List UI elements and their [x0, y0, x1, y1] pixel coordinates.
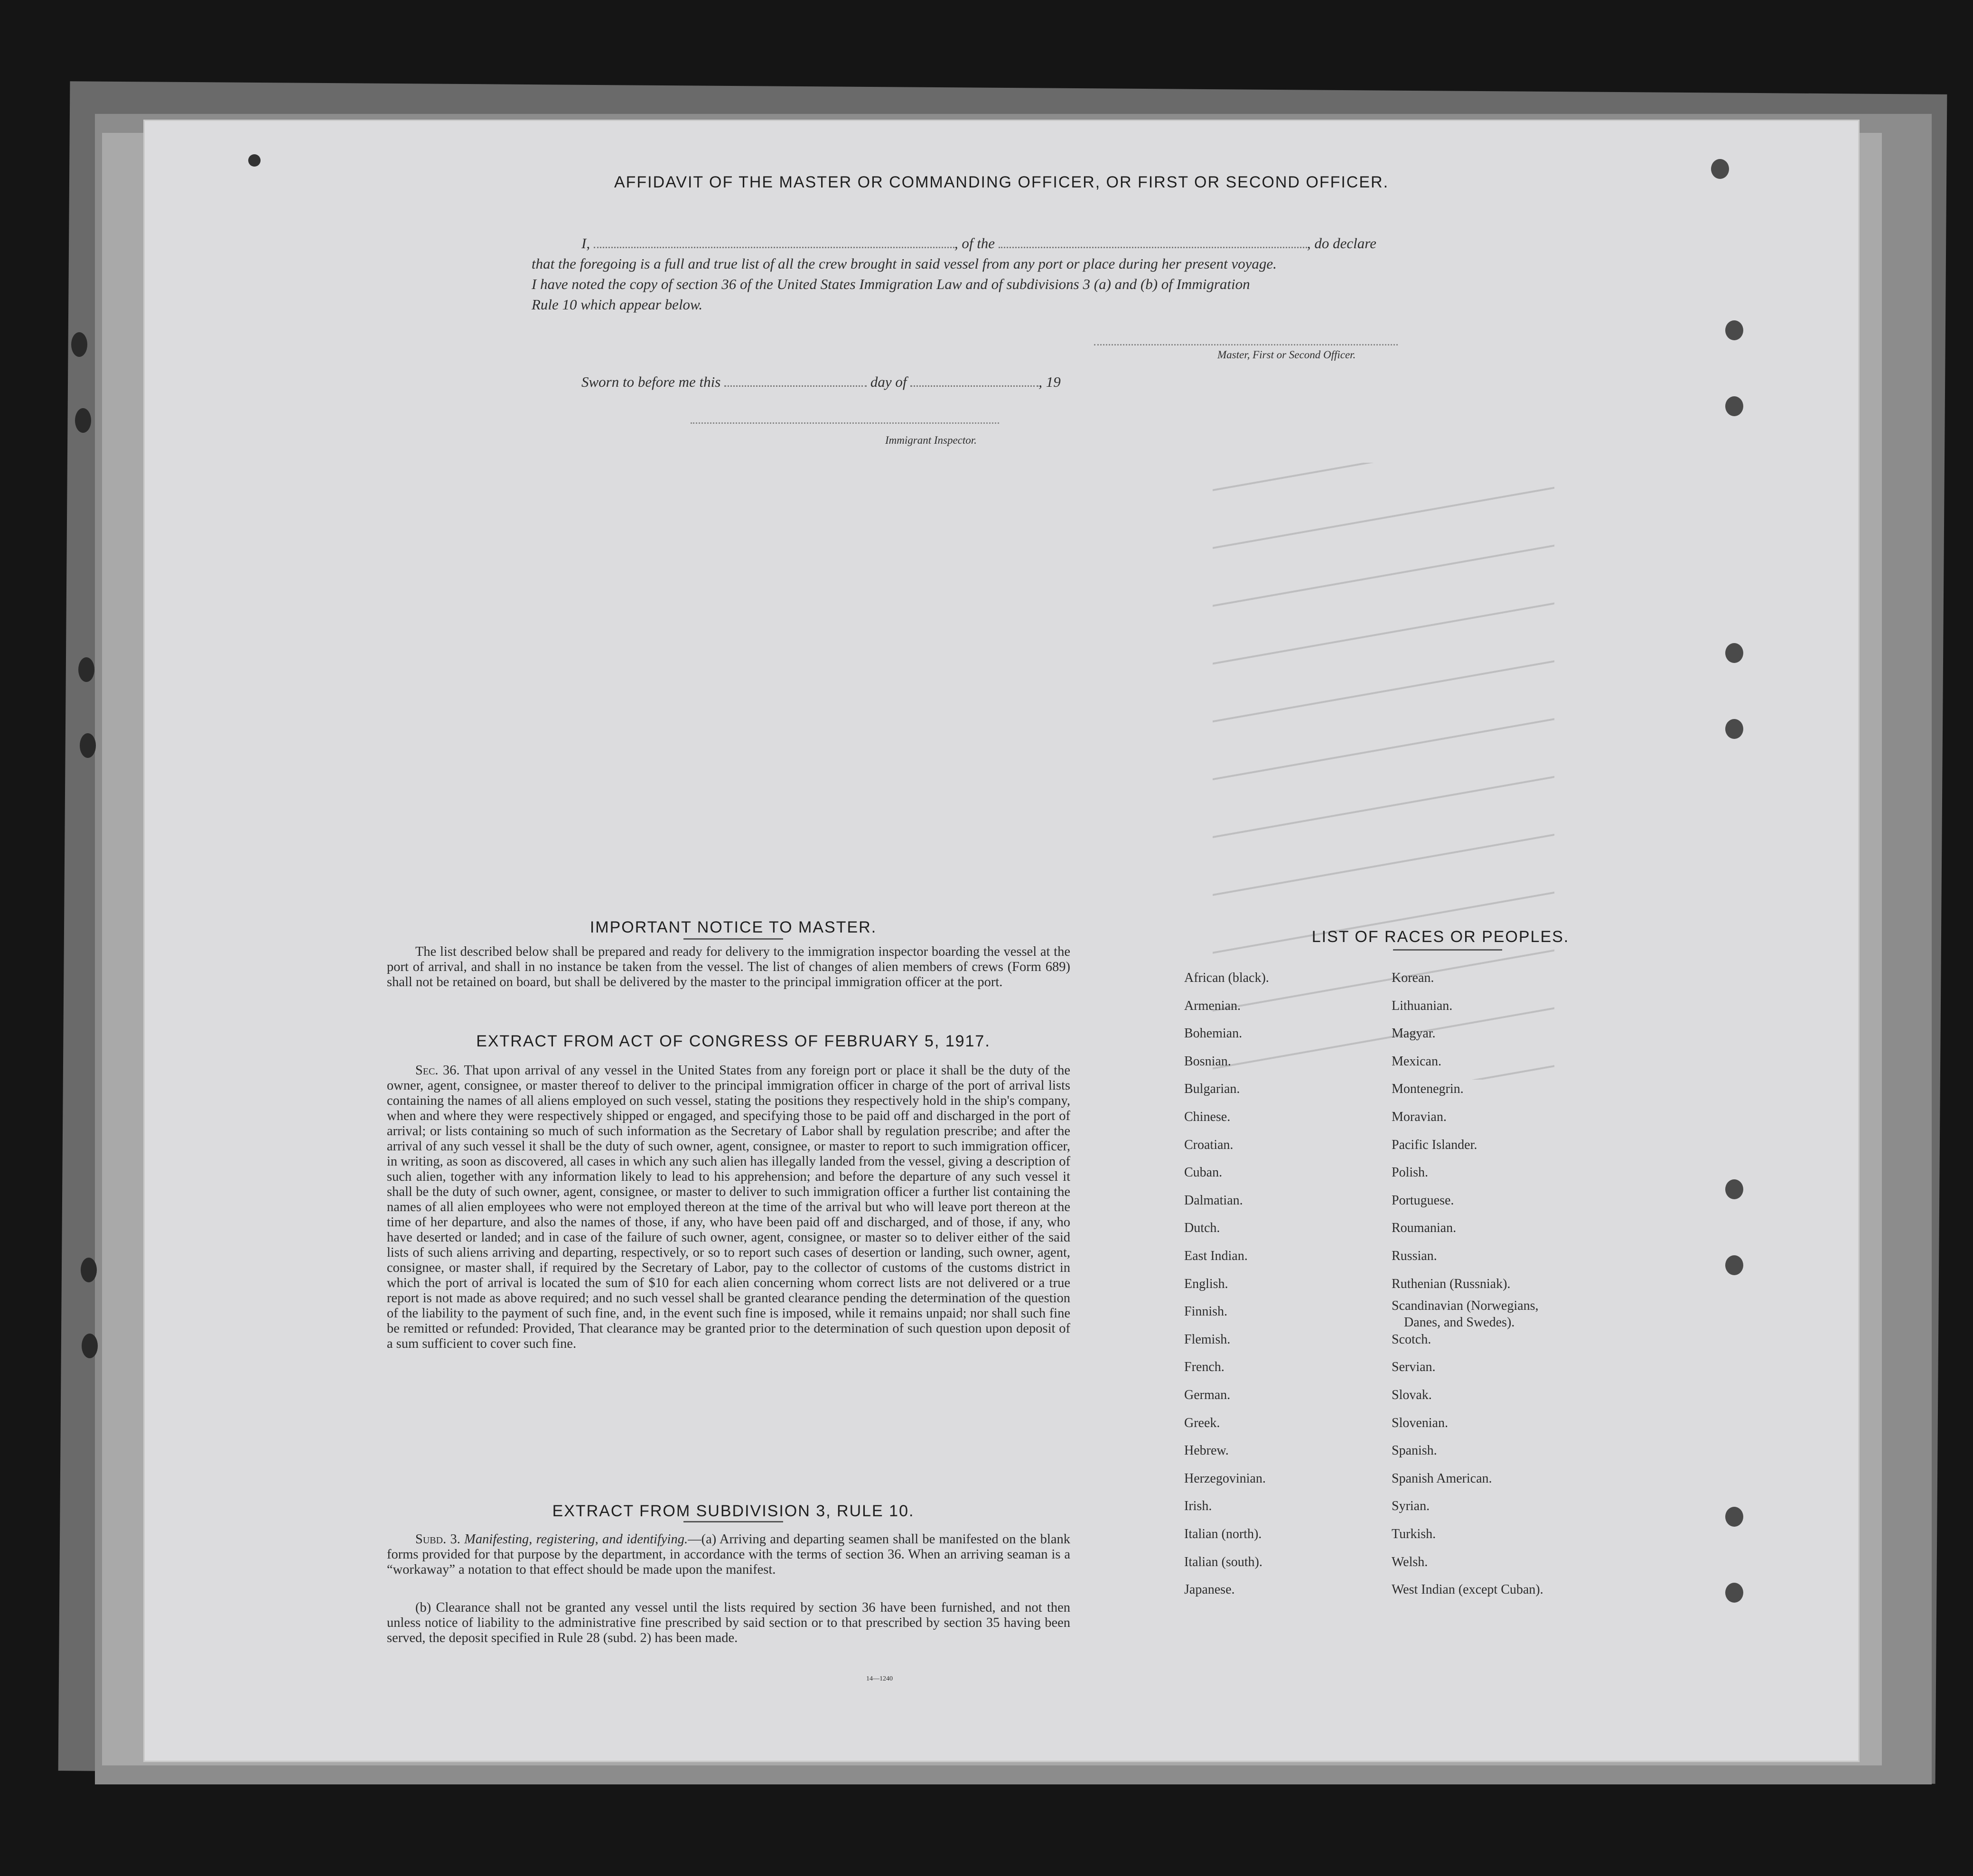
affidavit-page	[145, 121, 1858, 1761]
race-item: Bosnian.	[1184, 1054, 1231, 1069]
vessel-blank	[999, 247, 1307, 248]
affidavit-title: AFFIDAVIT OF THE MASTER OR COMMANDING OFFICER, OR FIRST OR SECOND OFFICER.	[614, 173, 1389, 191]
race-item: Slovenian.	[1392, 1415, 1448, 1430]
race-item: French.	[1184, 1360, 1225, 1375]
master-signature-line	[1094, 344, 1398, 345]
race-item: Korean.	[1392, 971, 1434, 985]
punch-hole	[78, 657, 94, 682]
race-item: Cuban.	[1184, 1165, 1223, 1180]
sworn-day-blank	[724, 385, 867, 387]
race-item: Magyar.	[1392, 1026, 1436, 1041]
punch-hole	[82, 1334, 98, 1358]
race-item: Syrian.	[1392, 1499, 1430, 1514]
notice-title: IMPORTANT NOTICE TO MASTER.	[589, 918, 877, 936]
race-item: Mexican.	[1392, 1054, 1441, 1069]
subd-label: Subd. 3.	[415, 1532, 460, 1547]
declaration-line-1	[581, 235, 1376, 252]
race-item: Polish.	[1392, 1165, 1429, 1180]
punch-hole	[71, 332, 87, 357]
race-item: West Indian (except Cuban).	[1392, 1582, 1543, 1597]
inspector-label: Immigrant Inspector.	[885, 434, 977, 446]
race-item: Japanese.	[1184, 1582, 1235, 1597]
title-rule	[1393, 949, 1502, 951]
races-title: LIST OF RACES OR PEOPLES.	[1311, 928, 1570, 946]
punch-hole	[1725, 1255, 1743, 1275]
subd-para-a: —(a) Arriving and departing seamen shall be manifested on the blank forms provided for that purpose by the department, in accordance with the terms of section 36. When an arriving seaman is a “workaway” a notation to that effect should be made upon the manifest.	[387, 1532, 1071, 1577]
race-item: Italian (south).	[1184, 1554, 1262, 1569]
race-item: Spanish.	[1392, 1443, 1437, 1458]
punch-hole	[81, 1258, 97, 1282]
punch-hole	[248, 154, 261, 167]
race-item: Montenegrin.	[1392, 1082, 1464, 1097]
race-item: Finnish.	[1184, 1304, 1228, 1319]
race-item: German.	[1184, 1388, 1231, 1402]
declaration-line-3: I have noted the copy of section 36 of the United States Immigration Law and of subdivisions 3 (a) and (b) of Immigration	[532, 276, 1250, 292]
sworn-label: Sworn to before me this	[581, 373, 721, 390]
race-item: Moravian.	[1392, 1110, 1447, 1124]
punch-hole	[1725, 396, 1743, 416]
race-item: Scandinavian (Norwegians,	[1392, 1298, 1539, 1314]
race-item: Irish.	[1184, 1499, 1212, 1514]
punch-hole	[1725, 1507, 1743, 1527]
title-rule	[683, 1521, 783, 1522]
race-item: Ruthenian (Russniak).	[1392, 1276, 1511, 1291]
subd-heading: Manifesting, registering, and identifying.	[464, 1532, 688, 1547]
race-item: East Indian.	[1184, 1249, 1248, 1263]
sworn-month-blank	[910, 385, 1038, 387]
race-item: Pacific Islander.	[1392, 1137, 1477, 1152]
section-label: Sec. 36.	[415, 1063, 460, 1078]
race-item: Greek.	[1184, 1415, 1220, 1430]
race-item: Armenian.	[1184, 998, 1241, 1013]
punch-hole	[1725, 643, 1743, 663]
race-item: Bohemian.	[1184, 1026, 1243, 1041]
race-item: English.	[1184, 1276, 1228, 1291]
race-item: Herzegovinian.	[1184, 1471, 1266, 1486]
race-item: Dutch.	[1184, 1221, 1220, 1236]
race-item: Slovak.	[1392, 1388, 1432, 1402]
race-item: Chinese.	[1184, 1110, 1231, 1124]
form-number: 14—1240	[866, 1675, 893, 1682]
notice-text: The list described below shall be prepared and ready for delivery to the immigration inspector boarding the vessel at the port of arrival, and shall in no instance be taken from the vessel. The list of changes of alien members of crews (Form 689) shall not be retained on board, but shall be delivered by the master to the principal immigration officer at the port.	[387, 944, 1070, 989]
sworn-line	[581, 373, 1061, 391]
race-item: Servian.	[1392, 1360, 1436, 1375]
do-declare-label: , do declare	[1307, 235, 1376, 252]
act-extract-title: EXTRACT FROM ACT OF CONGRESS OF FEBRUARY 5, 1917.	[476, 1032, 991, 1050]
race-item: Italian (north).	[1184, 1527, 1262, 1541]
race-item: Flemish.	[1184, 1332, 1231, 1347]
rule-extract-para-a	[387, 1532, 1070, 1577]
title-rule	[683, 938, 783, 940]
punch-hole	[1725, 320, 1743, 340]
year-prefix: , 19	[1038, 373, 1061, 390]
day-of-label: day of	[870, 373, 907, 390]
race-item: Croatian.	[1184, 1137, 1234, 1152]
punch-hole	[1725, 719, 1743, 739]
race-item: Scotch.	[1392, 1332, 1431, 1347]
race-item: Roumanian.	[1392, 1221, 1457, 1236]
race-item: Portuguese.	[1392, 1193, 1454, 1208]
section-36-text: That upon arrival of any vessel in the United States from any foreign port or place it shall be the duty of the owner, agent, consignee, or master thereof to deliver to the principal immigration officer in charge of the port of arrival lists containing the names of all aliens employed on such vessel, stating the positions they respectively hold in the ship's company, when and where they were respectively shipped or engaged, and specifying those to be paid off and discharged in the port of arrival; or lists containing so much of such information as the Secretary of Labor shall by regulation prescribe; and after the arrival of any such vessel it shall be the duty of such owner, agent, consignee, or master to report to such immigration officer, in writing, as soon as discovered, all cases in which any such alien has illegally landed from the vessel, giving a description of such alien, together with any information likely to lead to his apprehension; and before the departure of any such vessel it shall be the duty of such owner, agent, consignee, or master to deliver to such immigration officer a further list containing the names of all alien employees who were not employed thereon at the time of the arrival but who will leave port thereon at the time of her departure, and also the names of those, if any, who have been paid off and discharged, and of those, if any, who have deserted or landed; and in case of the failure of such owner, agent, consignee, or master so to deliver either of the said lists of such aliens arriving and departing, respectively, or so to report such cases of desertion or landing, such owner, agent, consignee, or master shall, if required by the Secretary of Labor, pay to the collector of customs of the customs district in which the port of arrival is located the sum of $10 for each alien concerning whom correct lists are not delivered or a true report is not made as above required; and no such vessel shall be granted clearance pending the determination of the question of the liability to the payment of such fine, and, in the event such fine is imposed, while it remains unpaid; nor shall such fine be remitted or refunded: Provided, That clearance may be granted prior to the determination of such question upon deposit of a sum sufficient to cover such fine.	[387, 1063, 1070, 1351]
race-item: Welsh.	[1392, 1554, 1428, 1569]
race-item: Turkish.	[1392, 1527, 1436, 1541]
race-item: Lithuanian.	[1392, 998, 1453, 1013]
punch-hole	[1725, 1179, 1743, 1199]
master-signature-label: Master, First or Second Officer.	[1217, 349, 1356, 361]
race-item: Spanish American.	[1392, 1471, 1492, 1486]
punch-hole	[75, 408, 91, 433]
name-blank	[594, 247, 954, 248]
of-the-label: , of the	[954, 235, 995, 252]
rule-extract-para-b: (b) Clearance shall not be granted any vessel until the lists required by section 36 have been furnished, and not then unless notice of liability to the administrative fine prescribed by said section or to that prescribed by section 35 having been served, the deposit specified in Rule 28 (subd. 2) has been made.	[387, 1600, 1070, 1645]
inspector-signature-line	[691, 422, 999, 424]
declaration-line-4: Rule 10 which appear below.	[532, 296, 703, 313]
declaration-line-2: that the foregoing is a full and true list of all the crew brought in said vessel from any port or place during her present voyage.	[532, 255, 1277, 272]
punch-hole	[80, 733, 96, 758]
act-extract-body	[387, 1063, 1070, 1352]
bleed-through-marks	[1213, 463, 1554, 1080]
rule-extract-title: EXTRACT FROM SUBDIVISION 3, RULE 10.	[552, 1502, 915, 1520]
race-item: African (black).	[1184, 971, 1269, 985]
i-label: I,	[581, 235, 590, 252]
race-item: Dalmatian.	[1184, 1193, 1243, 1208]
race-item-continuation: Danes, and Swedes).	[1404, 1315, 1515, 1330]
punch-hole	[1725, 1583, 1743, 1603]
race-item: Hebrew.	[1184, 1443, 1229, 1458]
race-item: Russian.	[1392, 1249, 1437, 1263]
race-item: Bulgarian.	[1184, 1082, 1240, 1097]
